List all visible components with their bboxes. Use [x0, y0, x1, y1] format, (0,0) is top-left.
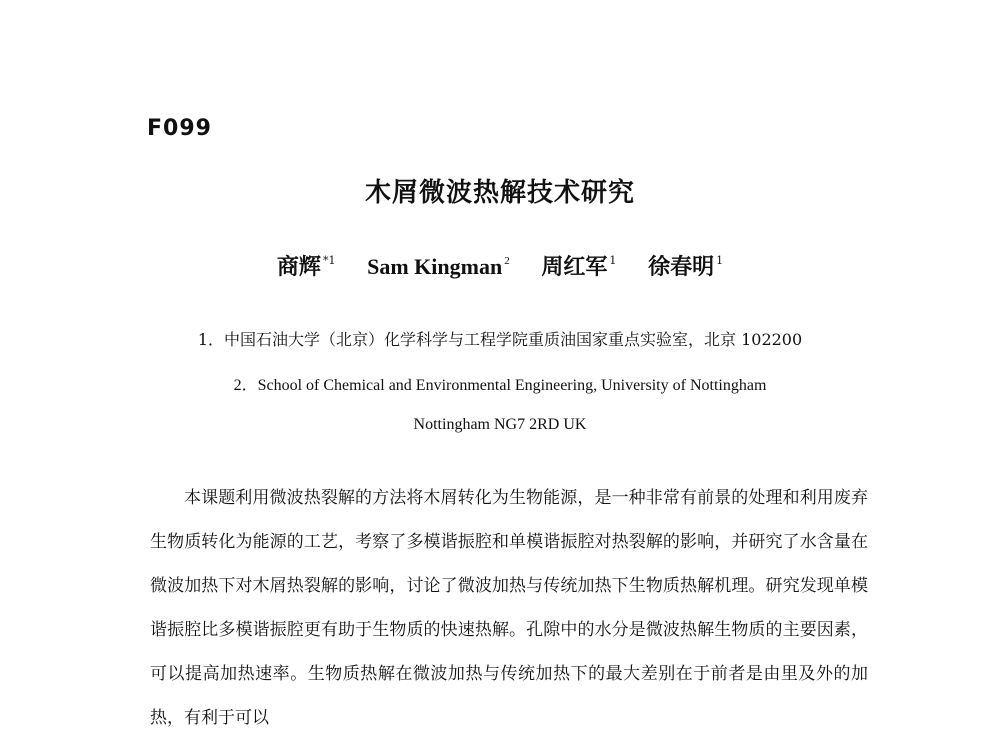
author — [541, 250, 616, 281]
affiliation: 2．School of Chemical and Environmental Engineering, University of Nottingham — [233, 377, 767, 394]
author-name: 商辉 — [276, 254, 321, 280]
author — [648, 250, 723, 281]
author-name: Sam Kingman — [367, 254, 503, 279]
author-mark: 1 — [716, 254, 724, 267]
affiliation: Nottingham NG7 2RD UK — [413, 416, 587, 433]
affiliation: 1．中国石油大学（北京）化学科学与工程学院重质油国家重点实验室，北京 102200 — [197, 330, 803, 349]
author — [367, 254, 510, 280]
author-name: 周红军 — [541, 254, 608, 280]
author-list — [0, 250, 1000, 281]
author — [277, 250, 336, 281]
author-mark: 1 — [609, 254, 617, 267]
author-mark: 2 — [504, 255, 510, 267]
paper-code: F099 — [147, 116, 212, 141]
author-name: 徐春明 — [648, 254, 715, 280]
author-mark: *1 — [322, 254, 336, 267]
paper-title: 木屑微波热解技术研究 — [364, 178, 635, 208]
abstract-text: 本课题利用微波热裂解的方法将木屑转化为生物能源，是一种非常有前景的处理和利用废弃生物质转化为能源的工艺，考察了多模谐振腔和单模谐振腔对热裂解的影响，并研究了水含量在微波加热下对木屑热裂解的影响，讨论了微波加热与传统加热下生物质热解机理。研究发现单模谐振腔比多模谐振腔更有助于生物质的快速热解。孔隙中的水分是微波热解生物质的主要因素，可以提高加热速率。生物质热解在微波加热与传统加热下的最大差别在于前者是由里及外的加热，有利于可以 — [150, 488, 868, 728]
